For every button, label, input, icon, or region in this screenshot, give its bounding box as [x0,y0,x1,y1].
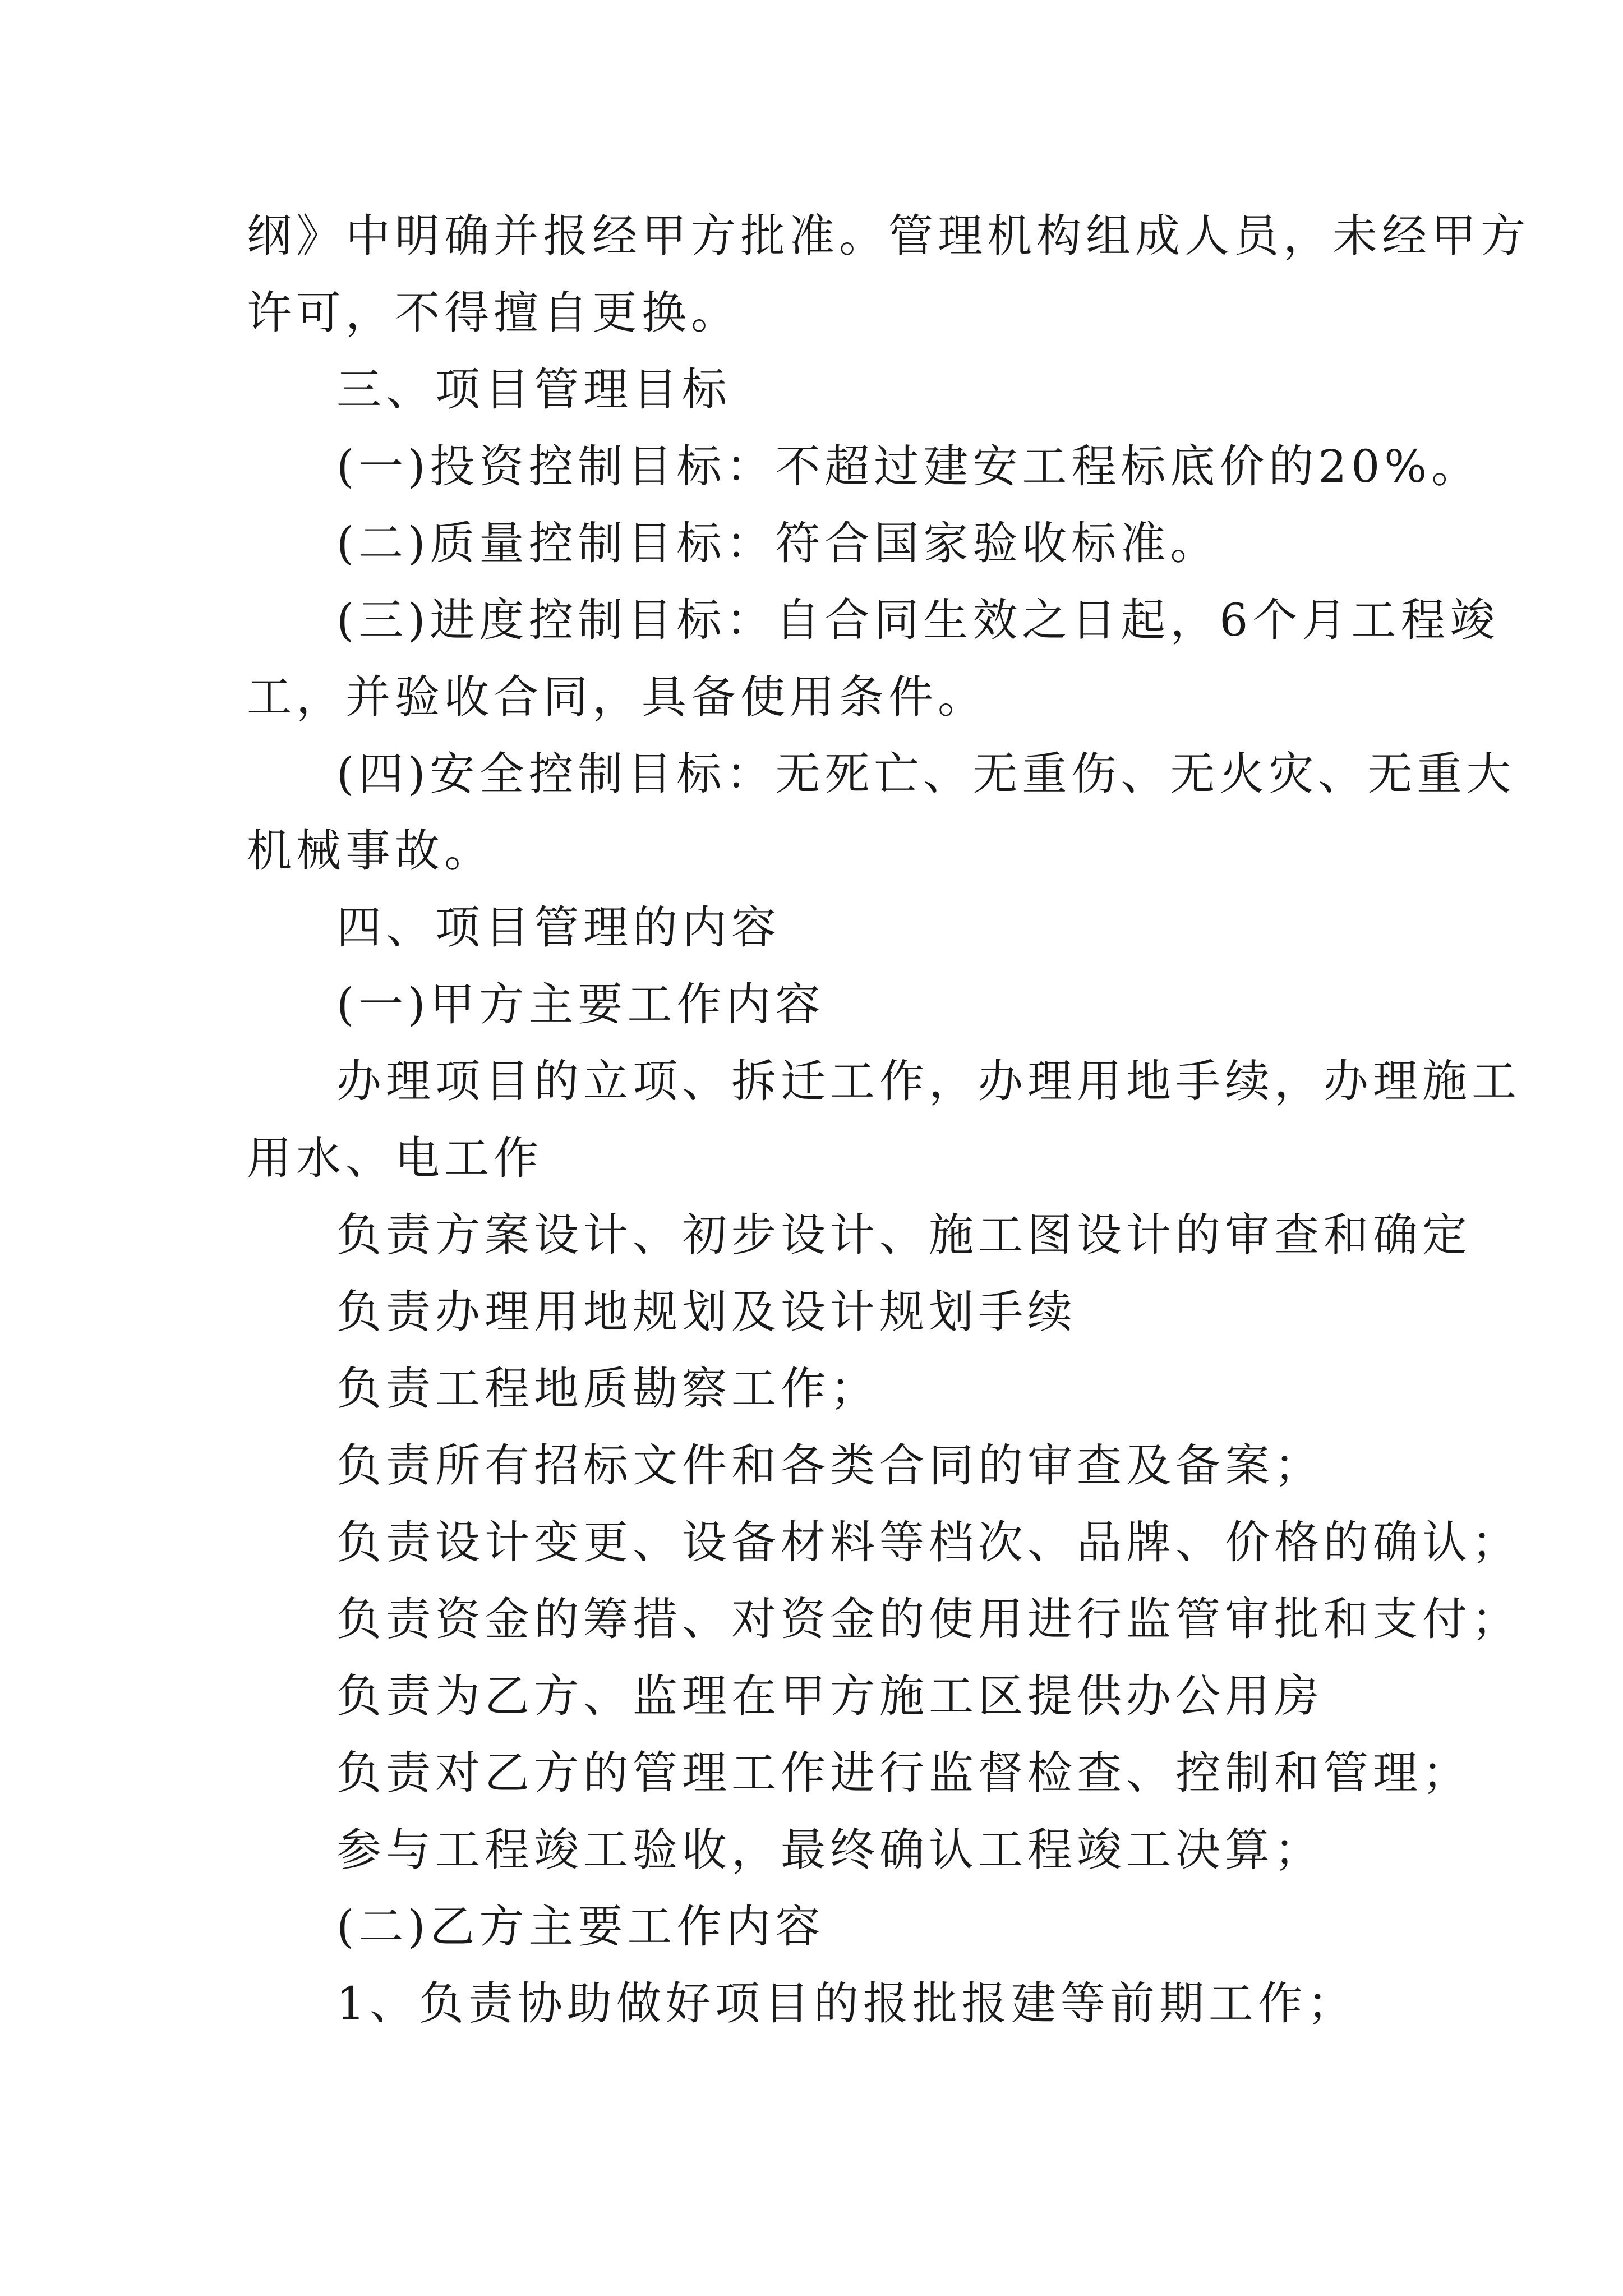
text-line: 用水、电工作 [247,1132,543,1184]
text-line: (二)质量控制目标：符合国家验收标准。 [336,517,1220,569]
section-heading: 四、项目管理的内容 [336,901,781,954]
text-line: 负责方案设计、初步设计、施工图设计的审查和确定 [336,1209,1472,1261]
text-line: 负责资金的筹措、对资金的使用进行监管审批和支付； [336,1593,1521,1645]
text-line: 机械事故。 [247,825,494,877]
text-line: 工，并验收合同，具备使用条件。 [247,671,987,723]
text-line: 1、负责协助做好项目的报批报建等前期工作； [336,1977,1357,2030]
text-line: (三)进度控制目标：自合同生效之日起，6个月工程竣 [336,594,1500,646]
text-line: 许可，不得擅自更换。 [247,287,740,339]
text-line: 参与工程竣工验收，最终确认工程竣工决算； [336,1824,1324,1876]
text-line: 负责办理用地规划及设计规划手续 [336,1286,1077,1338]
text-line: (一)投资控制目标：不超过建安工程标底价的20%。 [336,440,1481,493]
subsection-heading: (一)甲方主要工作内容 [336,978,825,1030]
text-line: (四)安全控制目标：无死亡、无重伤、无火灾、无重大 [336,748,1516,800]
text-line: 负责工程地质勘察工作； [336,1363,879,1415]
text-line: 纲》中明确并报经甲方批准。管理机构组成人员，未经甲方 [247,210,1530,262]
text-line: 负责所有招标文件和各类合同的审查及备案； [336,1439,1324,1492]
text-line: 负责对乙方的管理工作进行监督检查、控制和管理； [336,1747,1472,1799]
text-line: 负责设计变更、设备材料等档次、品牌、价格的确认； [336,1516,1521,1568]
body-text [247,197,1530,2042]
text-line: 办理项目的立项、拆迁工作，办理用地手续，办理施工 [336,1055,1521,1107]
text-line: 负责为乙方、监理在甲方施工区提供办公用房 [336,1670,1324,1722]
section-heading: 三、项目管理目标 [336,364,731,416]
subsection-heading: (二)乙方主要工作内容 [336,1901,825,1953]
